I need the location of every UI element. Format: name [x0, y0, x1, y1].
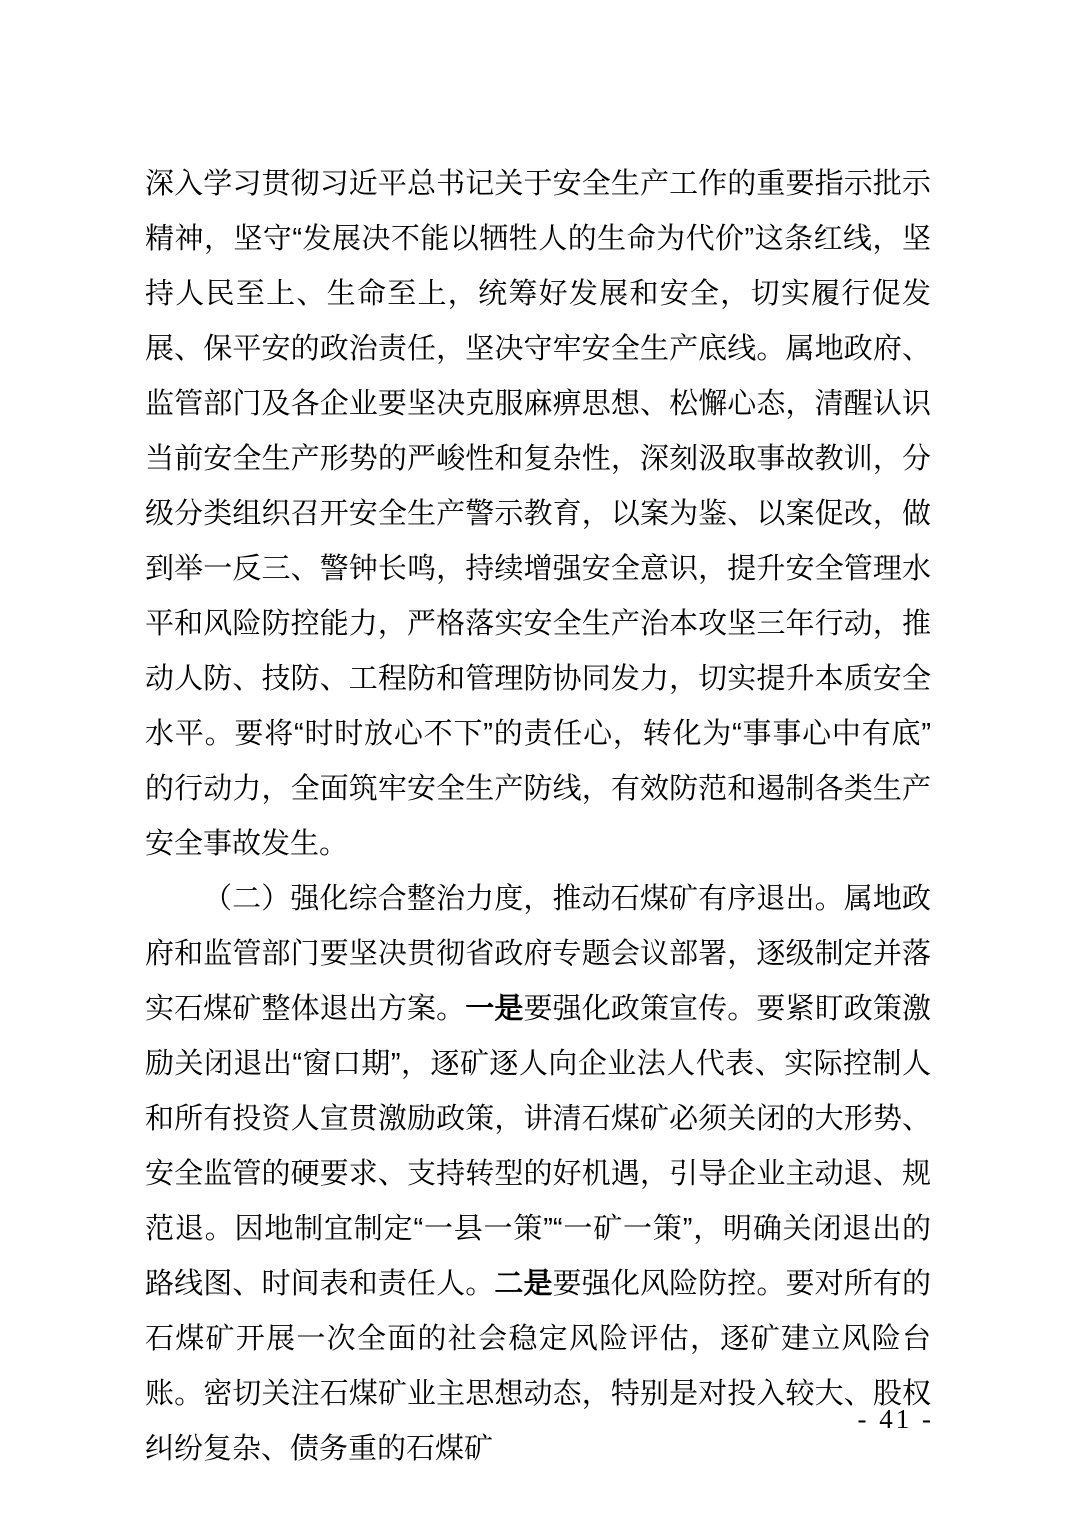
emphasis-second-point: 二是 [494, 1268, 553, 1300]
body-text: 要强化风险防控。要对所有的石煤矿开展一次全面的社会稳定风险评估，逐矿建立风险台账。密切关注石煤矿业主思想动态，特别是对投入较大、股权纠纷复杂、债务重的石煤矿 [145, 1268, 931, 1465]
emphasis-first-point: 一是 [465, 993, 524, 1025]
paragraph-continuation [145, 157, 931, 872]
page-number: - 41 - [857, 1404, 934, 1434]
body-text: （二）强化综合整治力度，推动石煤矿有序退出。属地政府和监管部门要坚决贯彻省政府专题会议部署，逐级制定并落实石煤矿整体退出方案。 [145, 883, 931, 1025]
paragraph-section-two [145, 872, 931, 1477]
document-body [145, 157, 931, 1477]
body-text: 要强化政策宣传。要紧盯政策激励关闭退出“窗口期”，逐矿逐人向企业法人代表、实际控制人和所有投资人宣贯激励政策，讲清石煤矿必须关闭的大形势、安全监管的硬要求、支持转型的好机遇，引导企业主动退、规范退。因地制宜制定“一县一策”“一矿一策”，明确关闭退出的路线图、时间表和责任人。 [145, 993, 931, 1300]
body-text: 深入学习贯彻习近平总书记关于安全生产工作的重要指示批示精神，坚守“发展决不能以牺牲人的生命为代价”这条红线，坚持人民至上、生命至上，统筹好发展和安全，切实履行促发展、保平安的政治责任，坚决守牢安全生产底线。属地政府、监管部门及各企业要坚决克服麻痹思想、松懈心态，清醒认识当前安全生产形势的严峻性和复杂性，深刻汲取事故教训，分级分类组织召开安全生产警示教育，以案为鉴、以案促改，做到举一反三、警钟长鸣，持续增强安全意识，提升安全管理水平和风险防控能力，严格落实安全生产治本攻坚三年行动，推动人防、技防、工程防和管理防协同发力，切实提升本质安全水平。要将“时时放心不下”的责任心，转化为“事事心中有底”的行动力，全面筑牢安全生产防线，有效防范和遏制各类生产安全事故发生。 [145, 168, 931, 860]
